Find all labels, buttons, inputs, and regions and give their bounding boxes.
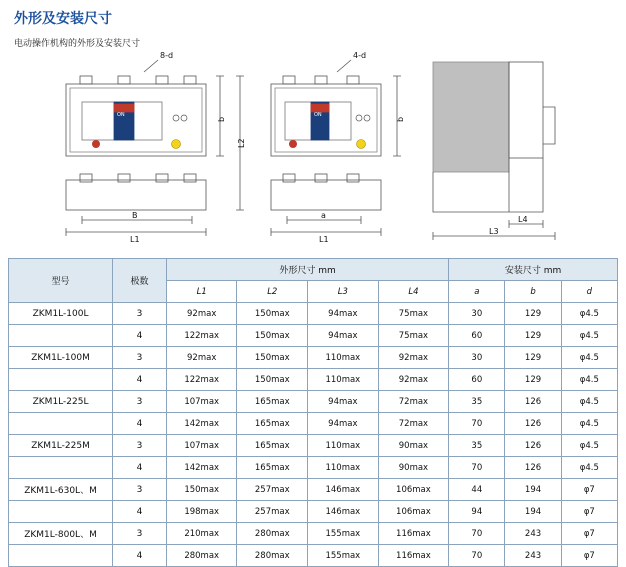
table-header-row-main (9, 259, 618, 281)
cell-d: φ4.5 (561, 303, 617, 325)
cell-L1: 122max (166, 369, 237, 391)
cell-b: 126 (505, 391, 561, 413)
svg-text:L4: L4 (518, 215, 528, 224)
cell-poles: 3 (113, 303, 167, 325)
cell-a: 70 (449, 523, 505, 545)
cell-b: 243 (505, 545, 561, 567)
th-l4: L4 (378, 281, 449, 303)
th-a: a (449, 281, 505, 303)
table-row (9, 501, 618, 523)
cell-L1: 107max (166, 435, 237, 457)
table-row (9, 325, 618, 347)
cell-L4: 106max (378, 501, 449, 523)
cell-a: 70 (449, 413, 505, 435)
callout-4d: 4-d (353, 52, 367, 60)
cell-L3: 94max (308, 303, 379, 325)
svg-text:ON: ON (117, 112, 125, 118)
cell-model (9, 325, 113, 347)
cell-d: φ4.5 (561, 325, 617, 347)
cell-L3: 155max (308, 523, 379, 545)
cell-a: 35 (449, 435, 505, 457)
cell-poles: 3 (113, 391, 167, 413)
th-outline: 外形尺寸 mm (166, 259, 448, 281)
cell-L1: 150max (166, 479, 237, 501)
cell-model: ZKM1L-100L (9, 303, 113, 325)
cell-L4: 75max (378, 303, 449, 325)
cell-L2: 150max (237, 325, 308, 347)
table-row (9, 413, 618, 435)
cell-d: φ4.5 (561, 369, 617, 391)
drawing-left (58, 52, 258, 242)
cell-L4: 116max (378, 523, 449, 545)
svg-text:ON: ON (314, 112, 322, 118)
cell-L3: 146max (308, 479, 379, 501)
cell-d: φ4.5 (561, 413, 617, 435)
cell-poles: 4 (113, 545, 167, 567)
cell-L2: 165max (237, 391, 308, 413)
table-row (9, 391, 618, 413)
drawing-right (425, 52, 615, 242)
th-b: b (505, 281, 561, 303)
cell-L1: 142max (166, 413, 237, 435)
cell-a: 30 (449, 347, 505, 369)
cell-a: 44 (449, 479, 505, 501)
svg-text:L1: L1 (130, 235, 140, 242)
cell-L4: 92max (378, 369, 449, 391)
cell-d: φ4.5 (561, 435, 617, 457)
cell-L4: 72max (378, 391, 449, 413)
cell-model: ZKM1L-800L、M (9, 523, 113, 545)
cell-model (9, 369, 113, 391)
cell-L2: 150max (237, 303, 308, 325)
svg-text:a: a (321, 211, 326, 220)
cell-poles: 3 (113, 479, 167, 501)
table-row (9, 303, 618, 325)
cell-a: 94 (449, 501, 505, 523)
cell-L3: 94max (308, 391, 379, 413)
th-install: 安装尺寸 mm (449, 259, 618, 281)
cell-b: 129 (505, 303, 561, 325)
cell-L3: 94max (308, 413, 379, 435)
cell-L4: 92max (378, 347, 449, 369)
cell-model: ZKM1L-225L (9, 391, 113, 413)
cell-L2: 165max (237, 457, 308, 479)
th-poles: 极数 (113, 259, 167, 303)
drawing-middle (265, 52, 425, 242)
cell-L4: 116max (378, 545, 449, 567)
cell-model (9, 457, 113, 479)
cell-L3: 110max (308, 347, 379, 369)
cell-L3: 155max (308, 545, 379, 567)
cell-model (9, 413, 113, 435)
cell-poles: 4 (113, 501, 167, 523)
th-l1: L1 (166, 281, 237, 303)
cell-L2: 257max (237, 479, 308, 501)
cell-d: φ4.5 (561, 457, 617, 479)
cell-L4: 90max (378, 457, 449, 479)
table-body (9, 303, 618, 567)
th-model: 型号 (9, 259, 113, 303)
cell-L2: 150max (237, 347, 308, 369)
cell-L2: 280max (237, 545, 308, 567)
cell-b: 126 (505, 435, 561, 457)
cell-L1: 280max (166, 545, 237, 567)
cell-L4: 75max (378, 325, 449, 347)
page-title: 外形及安装尺寸 (14, 11, 112, 27)
cell-L2: 257max (237, 501, 308, 523)
svg-text:b: b (396, 116, 405, 122)
cell-b: 126 (505, 457, 561, 479)
dimensions-table (8, 258, 618, 567)
svg-text:b: b (217, 116, 226, 122)
cell-a: 60 (449, 325, 505, 347)
cell-L4: 90max (378, 435, 449, 457)
cell-d: φ7 (561, 523, 617, 545)
th-d: d (561, 281, 617, 303)
cell-L3: 110max (308, 435, 379, 457)
cell-a: 70 (449, 457, 505, 479)
cell-L2: 280max (237, 523, 308, 545)
cell-L3: 94max (308, 325, 379, 347)
cell-b: 194 (505, 479, 561, 501)
cell-a: 35 (449, 391, 505, 413)
cell-L1: 122max (166, 325, 237, 347)
cell-model: ZKM1L-630L、M (9, 479, 113, 501)
cell-poles: 4 (113, 413, 167, 435)
svg-text:L1: L1 (319, 235, 329, 242)
cell-b: 129 (505, 325, 561, 347)
cell-poles: 3 (113, 435, 167, 457)
svg-text:B: B (132, 211, 138, 220)
table-row (9, 479, 618, 501)
cell-d: φ4.5 (561, 347, 617, 369)
cell-L1: 107max (166, 391, 237, 413)
cell-L1: 142max (166, 457, 237, 479)
table-row (9, 457, 618, 479)
svg-text:L3: L3 (489, 227, 499, 236)
cell-a: 70 (449, 545, 505, 567)
cell-model: ZKM1L-225M (9, 435, 113, 457)
cell-L4: 106max (378, 479, 449, 501)
cell-L3: 110max (308, 457, 379, 479)
table-row (9, 523, 618, 545)
cell-L3: 146max (308, 501, 379, 523)
cell-poles: 3 (113, 523, 167, 545)
cell-poles: 4 (113, 369, 167, 391)
cell-L2: 150max (237, 369, 308, 391)
table-row (9, 347, 618, 369)
cell-d: φ7 (561, 479, 617, 501)
th-l3: L3 (308, 281, 379, 303)
cell-a: 60 (449, 369, 505, 391)
table-row (9, 435, 618, 457)
cell-d: φ7 (561, 545, 617, 567)
cell-L1: 198max (166, 501, 237, 523)
cell-b: 129 (505, 369, 561, 391)
cell-poles: 3 (113, 347, 167, 369)
svg-text:L2: L2 (237, 138, 246, 148)
cell-L1: 92max (166, 303, 237, 325)
cell-poles: 4 (113, 325, 167, 347)
callout-8d: 8-d (160, 52, 174, 60)
table-head (9, 259, 618, 303)
cell-model (9, 501, 113, 523)
th-l2: L2 (237, 281, 308, 303)
cell-L4: 72max (378, 413, 449, 435)
cell-L1: 92max (166, 347, 237, 369)
cell-poles: 4 (113, 457, 167, 479)
cell-d: φ4.5 (561, 391, 617, 413)
table-row (9, 545, 618, 567)
cell-model (9, 545, 113, 567)
cell-b: 126 (505, 413, 561, 435)
cell-d: φ7 (561, 501, 617, 523)
cell-b: 243 (505, 523, 561, 545)
cell-b: 129 (505, 347, 561, 369)
table-row (9, 369, 618, 391)
cell-model: ZKM1L-100M (9, 347, 113, 369)
cell-L1: 210max (166, 523, 237, 545)
page-subtitle: 电动操作机构的外形及安装尺寸 (14, 39, 141, 49)
cell-b: 194 (505, 501, 561, 523)
cell-L2: 165max (237, 413, 308, 435)
cell-L2: 165max (237, 435, 308, 457)
cell-L3: 110max (308, 369, 379, 391)
cell-a: 30 (449, 303, 505, 325)
